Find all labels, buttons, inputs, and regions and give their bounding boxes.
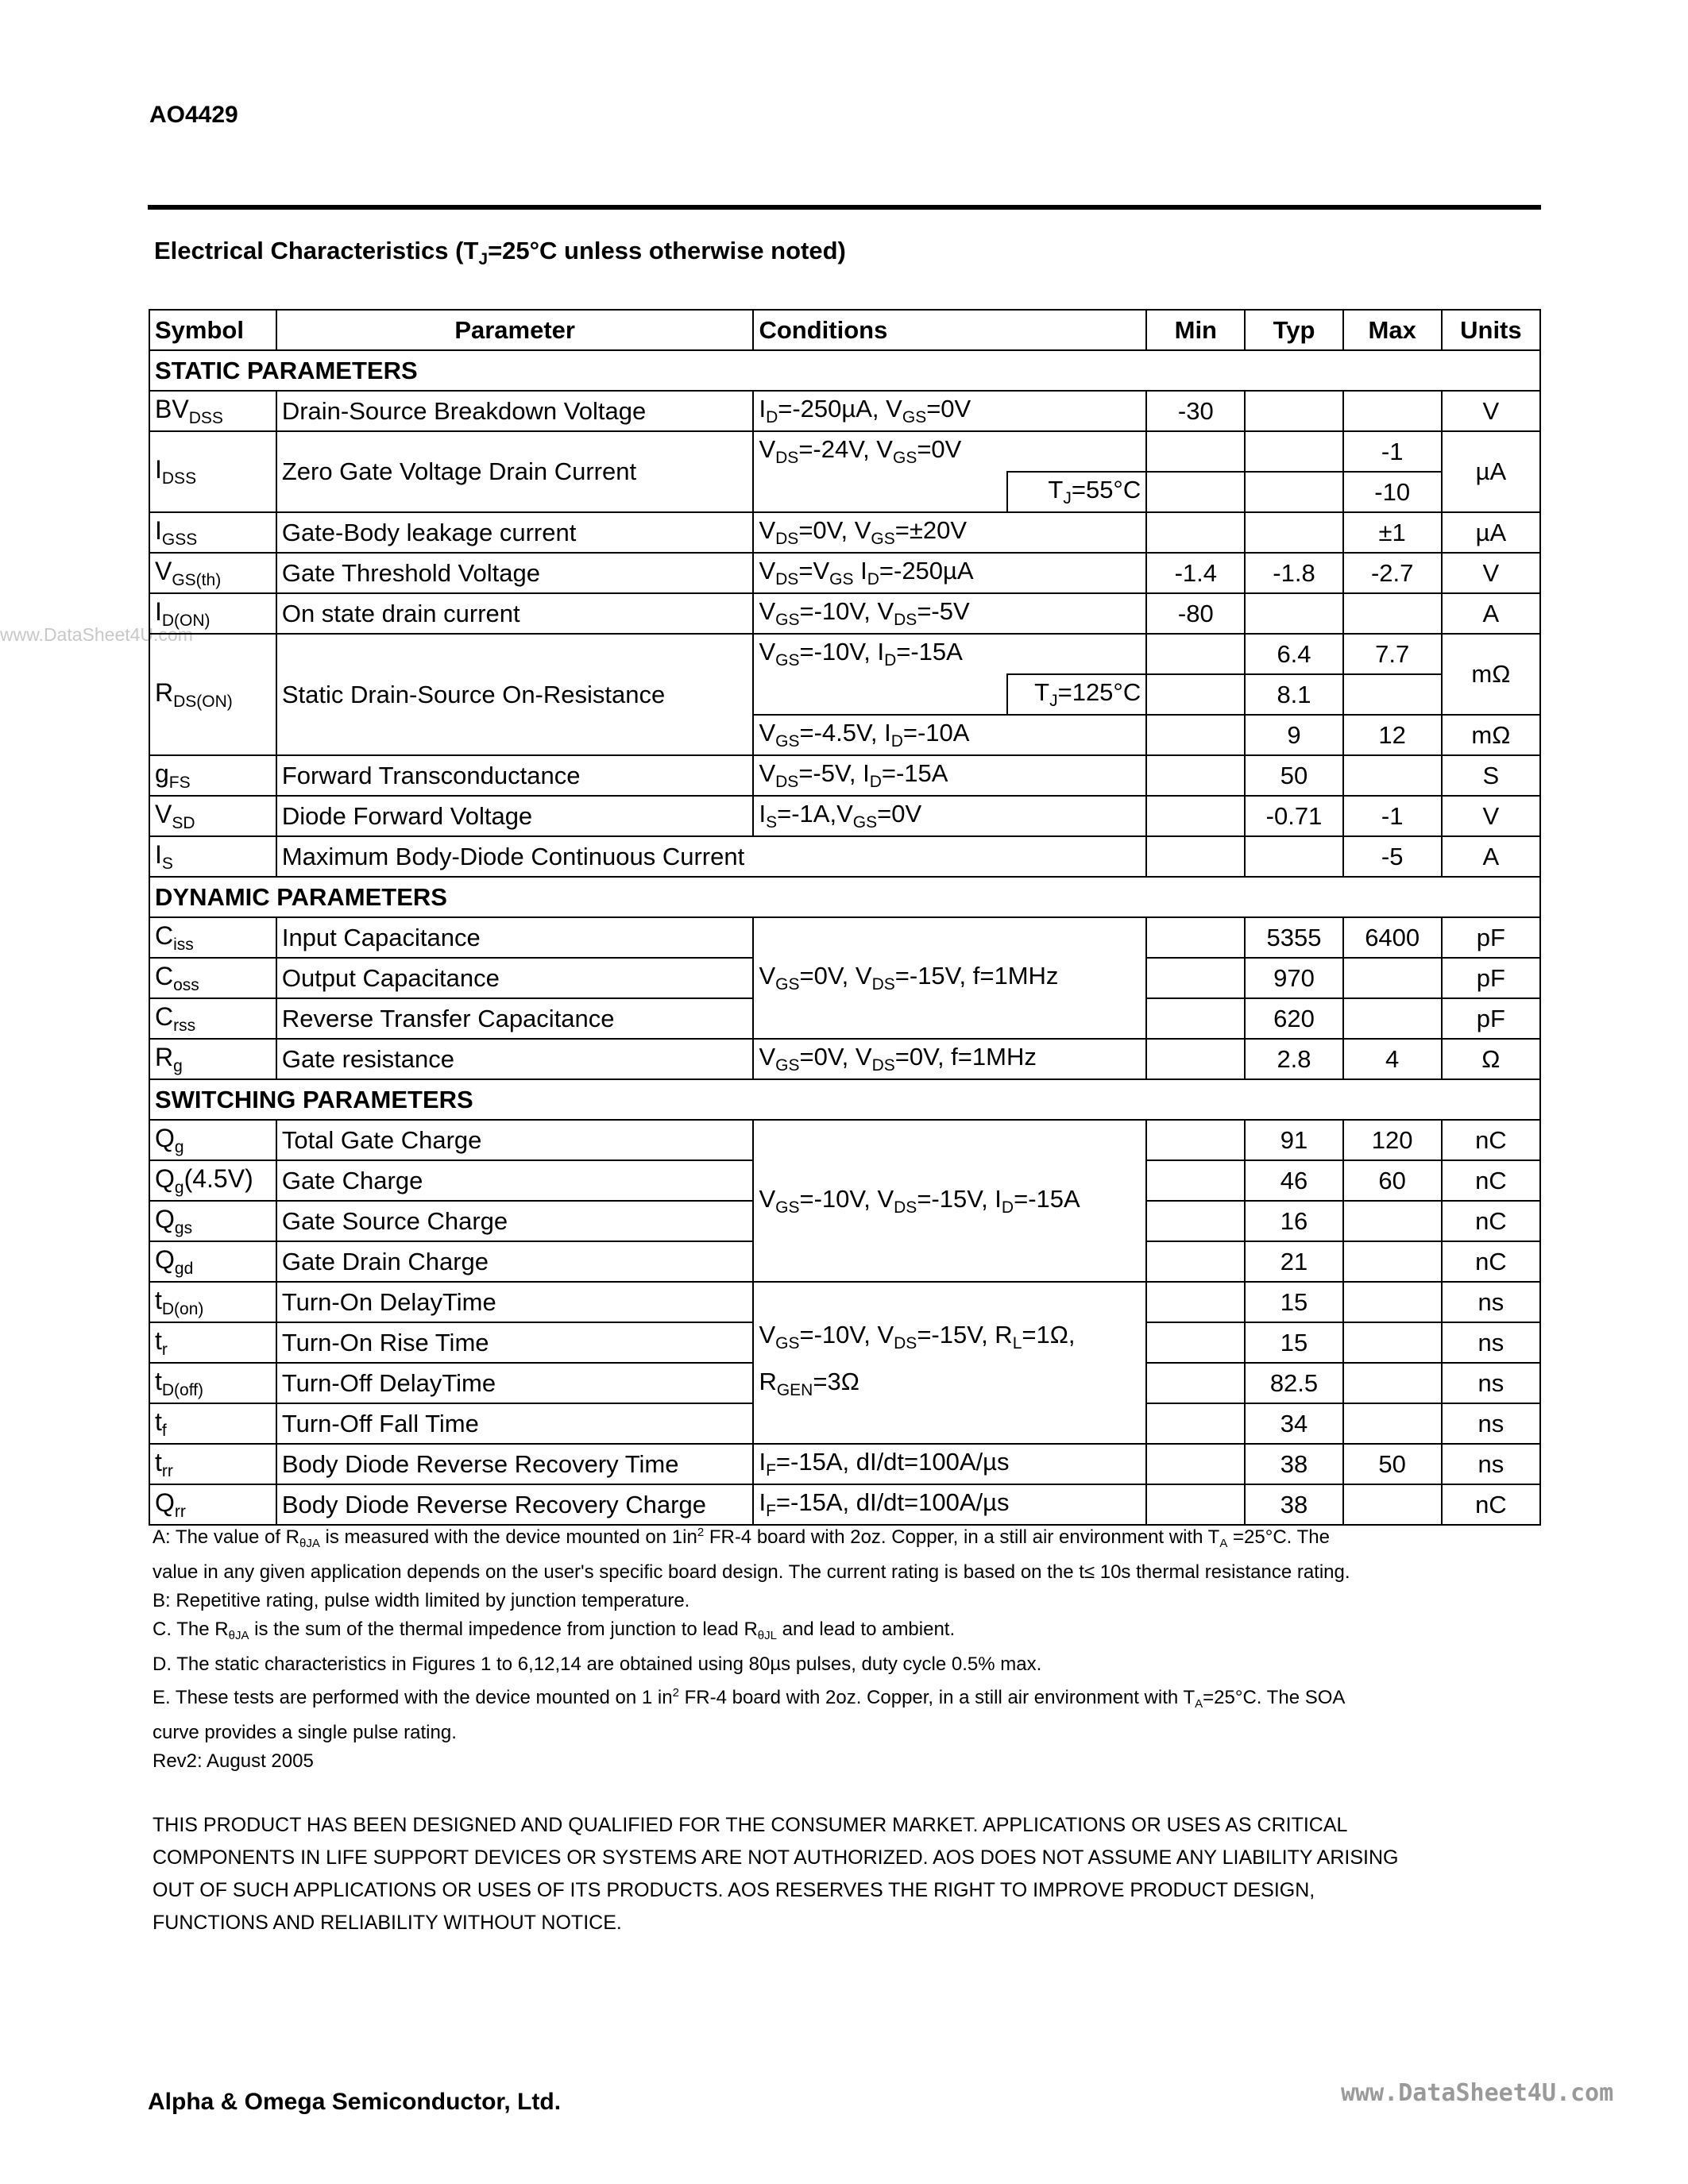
typ-cell: 91 — [1245, 1120, 1342, 1160]
typ-cell: 5355 — [1245, 917, 1342, 958]
min-cell — [1146, 755, 1245, 796]
max-cell: -5 — [1343, 836, 1442, 877]
switching-conditions-line-1: $V_{GS}=-10V$, $V_{DS}=-15V$, $R_L=1\Omega$, — [759, 1321, 1076, 1352]
parameter-cell: Turn-Off DelayTime — [276, 1363, 754, 1403]
min-cell — [1146, 715, 1245, 755]
typ-cell: 9 — [1245, 715, 1342, 755]
units-cell: ns — [1442, 1363, 1540, 1403]
max-cell — [1343, 1403, 1442, 1444]
typ-cell: -0.71 — [1245, 796, 1342, 836]
table-row — [149, 634, 1540, 674]
conditions-blank-cell — [753, 674, 1007, 715]
footnotes — [153, 1518, 1551, 1776]
min-cell — [1146, 1241, 1245, 1282]
max-cell: 7.7 — [1343, 634, 1442, 674]
table-row — [149, 593, 1540, 634]
col-header-conditions: Conditions — [753, 310, 1146, 350]
max-cell: -1 — [1343, 796, 1442, 836]
max-cell: 60 — [1343, 1160, 1442, 1201]
typ-cell — [1245, 472, 1342, 512]
symbol-cell: $t_{rr}$ — [149, 1444, 276, 1484]
conditions-cell — [753, 1282, 1146, 1444]
symbol-cell: $I_{GSS}$ — [149, 512, 276, 553]
watermark-left: www.DataSheet4U.com — [0, 624, 193, 645]
section-row — [149, 350, 1540, 391]
parameter-cell: Gate Threshold Voltage — [276, 553, 754, 593]
parameter-cell: Zero Gate Voltage Drain Current — [276, 431, 754, 512]
max-cell — [1343, 593, 1442, 634]
disclaimer-line: OUT OF SUCH APPLICATIONS OR USES OF ITS PRODUCTS. AOS RESERVES THE RIGHT TO IMPROVE PRODUCT DESIGN, — [153, 1879, 1315, 1901]
header-rule — [148, 205, 1541, 210]
typ-cell: 16 — [1245, 1201, 1342, 1241]
units-cell: nC — [1442, 1120, 1540, 1160]
part-number: AO4429 — [149, 102, 238, 128]
max-cell: -1 — [1343, 431, 1442, 472]
table-row — [149, 796, 1540, 836]
units-cell: V — [1442, 553, 1540, 593]
parameter-cell: Gate Drain Charge — [276, 1241, 754, 1282]
units-cell: nC — [1442, 1484, 1540, 1525]
min-cell: -80 — [1146, 593, 1245, 634]
table-row — [149, 1039, 1540, 1079]
max-cell — [1343, 1322, 1442, 1363]
units-cell: µA — [1442, 431, 1540, 512]
units-cell: ns — [1442, 1282, 1540, 1322]
units-cell: V — [1442, 796, 1540, 836]
symbol-cell: $C_{oss}$ — [149, 958, 276, 998]
typ-cell: 46 — [1245, 1160, 1342, 1201]
conditions-cell: $V_{GS}=-4.5V$, $I_D=-10A$ — [753, 715, 1146, 755]
table-header-row — [149, 310, 1540, 350]
table-title: Electrical Characteristics ($T_J=25^\circ C$ unless otherwise noted) — [154, 237, 846, 268]
note-e-line-2: curve provides a single pulse rating. — [153, 1722, 457, 1743]
symbol-cell: $Q_g$ — [149, 1120, 276, 1160]
min-cell — [1146, 1282, 1245, 1322]
typ-cell: 21 — [1245, 1241, 1342, 1282]
conditions-cell: $V_{DS}=V_{GS}$ $I_D=-250\mu A$ — [753, 553, 1146, 593]
conditions-cell: $V_{GS}=-10V$, $V_{DS}=-15V$, $I_D=-15A$ — [753, 1120, 1146, 1282]
section-static: STATIC PARAMETERS — [149, 350, 1540, 391]
symbol-cell: $I_S$ — [149, 836, 276, 877]
units-cell: A — [1442, 593, 1540, 634]
note-b: B: Repetitive rating, pulse width limited by junction temperature. — [153, 1590, 690, 1611]
min-cell — [1146, 1039, 1245, 1079]
conditions-cell: $V_{GS}=0V$, $V_{DS}=0V$, f=1MHz — [753, 1039, 1146, 1079]
typ-cell: 6.4 — [1245, 634, 1342, 674]
parameter-cell: Diode Forward Voltage — [276, 796, 754, 836]
table-row — [149, 917, 1540, 958]
conditions-temp-cell: $T_J=125^\circ C$ — [1007, 674, 1146, 715]
parameter-cell: Forward Transconductance — [276, 755, 754, 796]
typ-cell: 38 — [1245, 1484, 1342, 1525]
max-cell — [1343, 1201, 1442, 1241]
symbol-cell: $t_r$ — [149, 1322, 276, 1363]
units-cell: pF — [1442, 917, 1540, 958]
typ-cell: 15 — [1245, 1322, 1342, 1363]
typ-cell — [1245, 836, 1342, 877]
symbol-cell: $V_{GS(th)}$ — [149, 553, 276, 593]
min-cell — [1146, 1363, 1245, 1403]
parameter-cell: Body Diode Reverse Recovery Charge — [276, 1484, 754, 1525]
col-header-min: Min — [1146, 310, 1245, 350]
col-header-parameter: Parameter — [276, 310, 754, 350]
typ-cell: 970 — [1245, 958, 1342, 998]
units-cell: pF — [1442, 998, 1540, 1039]
parameter-cell: Maximum Body-Diode Continuous Current — [276, 836, 1146, 877]
conditions-cell: $V_{DS}=-24V$, $V_{GS}=0V$ — [753, 431, 1146, 472]
units-cell: ns — [1442, 1444, 1540, 1484]
parameter-cell: Total Gate Charge — [276, 1120, 754, 1160]
symbol-cell: $g_{FS}$ — [149, 755, 276, 796]
min-cell — [1146, 1201, 1245, 1241]
symbol-cell: $V_{SD}$ — [149, 796, 276, 836]
section-row — [149, 877, 1540, 917]
table-row — [149, 512, 1540, 553]
symbol-cell: $BV_{DSS}$ — [149, 391, 276, 431]
min-cell — [1146, 1444, 1245, 1484]
typ-cell: 82.5 — [1245, 1363, 1342, 1403]
typ-cell — [1245, 512, 1342, 553]
symbol-cell: $C_{rss}$ — [149, 998, 276, 1039]
col-header-typ: Typ — [1245, 310, 1342, 350]
min-cell — [1146, 836, 1245, 877]
units-cell: nC — [1442, 1241, 1540, 1282]
max-cell — [1343, 958, 1442, 998]
symbol-cell: $t_f$ — [149, 1403, 276, 1444]
table-row — [149, 836, 1540, 877]
conditions-blank-cell — [753, 472, 1007, 512]
table-row — [149, 1282, 1540, 1322]
parameter-cell: Gate Source Charge — [276, 1201, 754, 1241]
symbol-cell: $C_{iss}$ — [149, 917, 276, 958]
min-cell — [1146, 917, 1245, 958]
table-row — [149, 431, 1540, 472]
typ-cell: 620 — [1245, 998, 1342, 1039]
disclaimer-line: THIS PRODUCT HAS BEEN DESIGNED AND QUALIFIED FOR THE CONSUMER MARKET. APPLICATIONS OR USES AS CRITICAL — [153, 1814, 1348, 1836]
symbol-cell: $Q_{gd}$ — [149, 1241, 276, 1282]
parameter-cell: Gate-Body leakage current — [276, 512, 754, 553]
symbol-cell: $Q_{gs}$ — [149, 1201, 276, 1241]
max-cell: 120 — [1343, 1120, 1442, 1160]
symbol-cell: $t_{D(off)}$ — [149, 1363, 276, 1403]
revision-note: Rev2: August 2005 — [153, 1750, 314, 1772]
min-cell — [1146, 472, 1245, 512]
table-row — [149, 1120, 1540, 1160]
conditions-cell: $I_F=-15A$, dI/dt=100A/µs — [753, 1444, 1146, 1484]
note-a-line-1: A: The value of $R_{\theta JA}$ is measured with the device mounted on $1in^2$ FR-4 board with 2oz. Copper, in a still air environment with $T_A =25^\circ C$. The — [153, 1526, 1330, 1550]
units-cell: Ω — [1442, 1039, 1540, 1079]
typ-cell: 15 — [1245, 1282, 1342, 1322]
symbol-cell: $Q_{rr}$ — [149, 1484, 276, 1525]
min-cell — [1146, 674, 1245, 715]
typ-cell: 8.1 — [1245, 674, 1342, 715]
units-cell: nC — [1442, 1201, 1540, 1241]
table-row — [149, 755, 1540, 796]
parameter-cell: Input Capacitance — [276, 917, 754, 958]
min-cell — [1146, 512, 1245, 553]
parameter-cell: Output Capacitance — [276, 958, 754, 998]
min-cell: -1.4 — [1146, 553, 1245, 593]
max-cell: -10 — [1343, 472, 1442, 512]
conditions-cell: $V_{DS}=0V$, $V_{GS}=\pm 20V$ — [753, 512, 1146, 553]
section-dynamic: DYNAMIC PARAMETERS — [149, 877, 1540, 917]
max-cell: 50 — [1343, 1444, 1442, 1484]
conditions-cell: $I_F=-15A$, dI/dt=100A/µs — [753, 1484, 1146, 1525]
col-header-max: Max — [1343, 310, 1442, 350]
conditions-cell: $I_D=-250\mu A$, $V_{GS}=0V$ — [753, 391, 1146, 431]
disclaimer — [153, 1809, 1551, 1939]
parameter-cell: Turn-On Rise Time — [276, 1322, 754, 1363]
min-cell — [1146, 958, 1245, 998]
symbol-cell: $I_{DSS}$ — [149, 431, 276, 512]
min-cell — [1146, 998, 1245, 1039]
watermark-right: www.DataSheet4U.com — [1341, 2079, 1614, 2107]
switching-conditions-line-2: $R_{GEN}=3\Omega$ — [759, 1368, 859, 1399]
parameter-cell: Turn-Off Fall Time — [276, 1403, 754, 1444]
typ-cell: 2.8 — [1245, 1039, 1342, 1079]
max-cell: 12 — [1343, 715, 1442, 755]
max-cell — [1343, 755, 1442, 796]
units-cell: A — [1442, 836, 1540, 877]
min-cell — [1146, 1120, 1245, 1160]
table-row — [149, 1444, 1540, 1484]
parameter-cell: Turn-On DelayTime — [276, 1282, 754, 1322]
typ-cell: 50 — [1245, 755, 1342, 796]
units-cell: S — [1442, 755, 1540, 796]
symbol-cell: $t_{D(on)}$ — [149, 1282, 276, 1322]
parameter-cell: Body Diode Reverse Recovery Time — [276, 1444, 754, 1484]
typ-cell: 34 — [1245, 1403, 1342, 1444]
units-cell: nC — [1442, 1160, 1540, 1201]
table-row — [149, 553, 1540, 593]
typ-cell — [1245, 431, 1342, 472]
typ-cell — [1245, 593, 1342, 634]
electrical-characteristics-table — [149, 309, 1541, 1526]
max-cell — [1343, 1282, 1442, 1322]
max-cell: 4 — [1343, 1039, 1442, 1079]
symbol-cell: $Q_g(4.5V)$ — [149, 1160, 276, 1201]
parameter-cell: On state drain current — [276, 593, 754, 634]
col-header-symbol: Symbol — [149, 310, 276, 350]
min-cell — [1146, 1403, 1245, 1444]
max-cell: ±1 — [1343, 512, 1442, 553]
symbol-cell: $R_{DS(ON)}$ — [149, 634, 276, 755]
typ-cell: -1.8 — [1245, 553, 1342, 593]
units-cell: mΩ — [1442, 634, 1540, 715]
max-cell — [1343, 391, 1442, 431]
note-d: D. The static characteristics in Figures 1 to 6,12,14 are obtained using 80µs pulses, duty cycle 0.5% max. — [153, 1653, 1042, 1675]
max-cell — [1343, 674, 1442, 715]
parameter-cell: Reverse Transfer Capacitance — [276, 998, 754, 1039]
table-row — [149, 391, 1540, 431]
min-cell — [1146, 431, 1245, 472]
min-cell — [1146, 1322, 1245, 1363]
disclaimer-line: FUNCTIONS AND RELIABILITY WITHOUT NOTICE. — [153, 1912, 622, 1934]
parameter-cell: Static Drain-Source On-Resistance — [276, 634, 754, 755]
max-cell — [1343, 1363, 1442, 1403]
typ-cell: 38 — [1245, 1444, 1342, 1484]
min-cell: -30 — [1146, 391, 1245, 431]
footer-company: Alpha & Omega Semiconductor, Ltd. — [148, 2089, 562, 2115]
conditions-temp-cell: $T_J=55^\circ C$ — [1007, 472, 1146, 512]
col-header-units: Units — [1442, 310, 1540, 350]
min-cell — [1146, 796, 1245, 836]
units-cell: ns — [1442, 1322, 1540, 1363]
note-e-line-1: E. These tests are performed with the device mounted on 1 $in^2$ FR-4 board with 2oz. Copper, in a still air environment with $T_A=25^\circ C$. The SOA — [153, 1686, 1346, 1711]
units-cell: ns — [1442, 1403, 1540, 1444]
max-cell — [1343, 1241, 1442, 1282]
conditions-cell: $I_S=-1A,V_{GS}=0V$ — [753, 796, 1146, 836]
units-cell: mΩ — [1442, 715, 1540, 755]
min-cell — [1146, 1160, 1245, 1201]
parameter-cell: Drain-Source Breakdown Voltage — [276, 391, 754, 431]
disclaimer-line: COMPONENTS IN LIFE SUPPORT DEVICES OR SYSTEMS ARE NOT AUTHORIZED. AOS DOES NOT ASSUME ANY LIABILITY ARISING — [153, 1846, 1399, 1869]
symbol-cell: $I_{D(ON)}$ — [149, 593, 276, 634]
parameter-cell: Gate resistance — [276, 1039, 754, 1079]
note-a-line-2: value in any given application depends on the user's specific board design. The current rating is based on the t≤ 10s thermal resistance rating. — [153, 1561, 1350, 1583]
max-cell — [1343, 998, 1442, 1039]
section-switching: SWITCHING PARAMETERS — [149, 1079, 1540, 1120]
units-cell: pF — [1442, 958, 1540, 998]
typ-cell — [1245, 391, 1342, 431]
conditions-cell: $V_{GS}=-10V$, $I_D=-15A$ — [753, 634, 1146, 674]
conditions-cell: $V_{DS}=-5V$, $I_D=-15A$ — [753, 755, 1146, 796]
units-cell: V — [1442, 391, 1540, 431]
max-cell: -2.7 — [1343, 553, 1442, 593]
section-row — [149, 1079, 1540, 1120]
symbol-cell: $R_g$ — [149, 1039, 276, 1079]
min-cell — [1146, 634, 1245, 674]
conditions-cell: $V_{GS}=0V$, $V_{DS}=-15V$, f=1MHz — [753, 917, 1146, 1039]
parameter-cell: Gate Charge — [276, 1160, 754, 1201]
note-c: C. The $R_{\theta JA}$ is the sum of the thermal impedence from junction to lead $R_{\theta JL}$ and lead to ambient. — [153, 1619, 956, 1642]
units-cell: µA — [1442, 512, 1540, 553]
conditions-cell: $V_{GS}=-10V$, $V_{DS}=-5V$ — [753, 593, 1146, 634]
max-cell: 6400 — [1343, 917, 1442, 958]
